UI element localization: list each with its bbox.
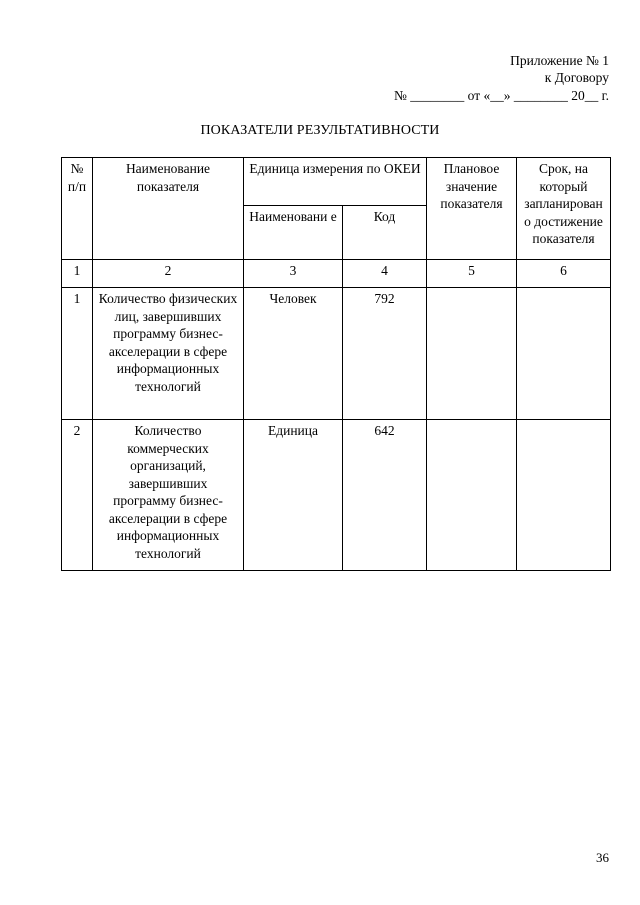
- document-title: ПОКАЗАТЕЛИ РЕЗУЛЬТАТИВНОСТИ: [200, 123, 440, 138]
- table-header-row: [62, 158, 611, 206]
- performance-indicators-table: [61, 157, 611, 571]
- indicator-name: Количество физических лиц, завершивших программу бизнес-акселерации в сфере информационных технологий: [93, 288, 244, 420]
- table-row: [62, 288, 611, 420]
- contract-reference: к Договору: [544, 70, 609, 85]
- column-number: 1: [62, 260, 93, 288]
- unit-code: 792: [343, 288, 427, 420]
- row-number: 2: [62, 420, 93, 571]
- appendix-label: Приложение № 1: [510, 53, 609, 68]
- unit-name: Человек: [244, 288, 343, 420]
- header-unit-name: Наименовани е: [244, 206, 343, 260]
- planned-value-cell: [427, 288, 517, 420]
- deadline-cell: [517, 420, 611, 571]
- column-number-row: [62, 260, 611, 288]
- column-number: 3: [244, 260, 343, 288]
- page-number: 36: [596, 850, 609, 865]
- header-planned-value: Плановое значение показателя: [427, 158, 517, 260]
- column-number: 4: [343, 260, 427, 288]
- deadline-cell: [517, 288, 611, 420]
- header-deadline: Срок, на который запланирован о достижение показателя: [517, 158, 611, 260]
- header-unit-group: Единица измерения по ОКЕИ: [244, 158, 427, 206]
- row-number: 1: [62, 288, 93, 420]
- table-row: [62, 420, 611, 571]
- unit-code: 642: [343, 420, 427, 571]
- column-number: 2: [93, 260, 244, 288]
- column-number: 6: [517, 260, 611, 288]
- header-unit-code: Код: [343, 206, 427, 260]
- column-number: 5: [427, 260, 517, 288]
- planned-value-cell: [427, 420, 517, 571]
- contract-number-date-line: № ________ от «__» ________ 20__ г.: [394, 88, 609, 103]
- indicator-name: Количество коммерческих организаций, завершивших программу бизнес-акселерации в сфере информационных технологий: [93, 420, 244, 571]
- header-number: № п/п: [62, 158, 93, 260]
- unit-name: Единица: [244, 420, 343, 571]
- header-indicator-name: Наименование показателя: [93, 158, 244, 260]
